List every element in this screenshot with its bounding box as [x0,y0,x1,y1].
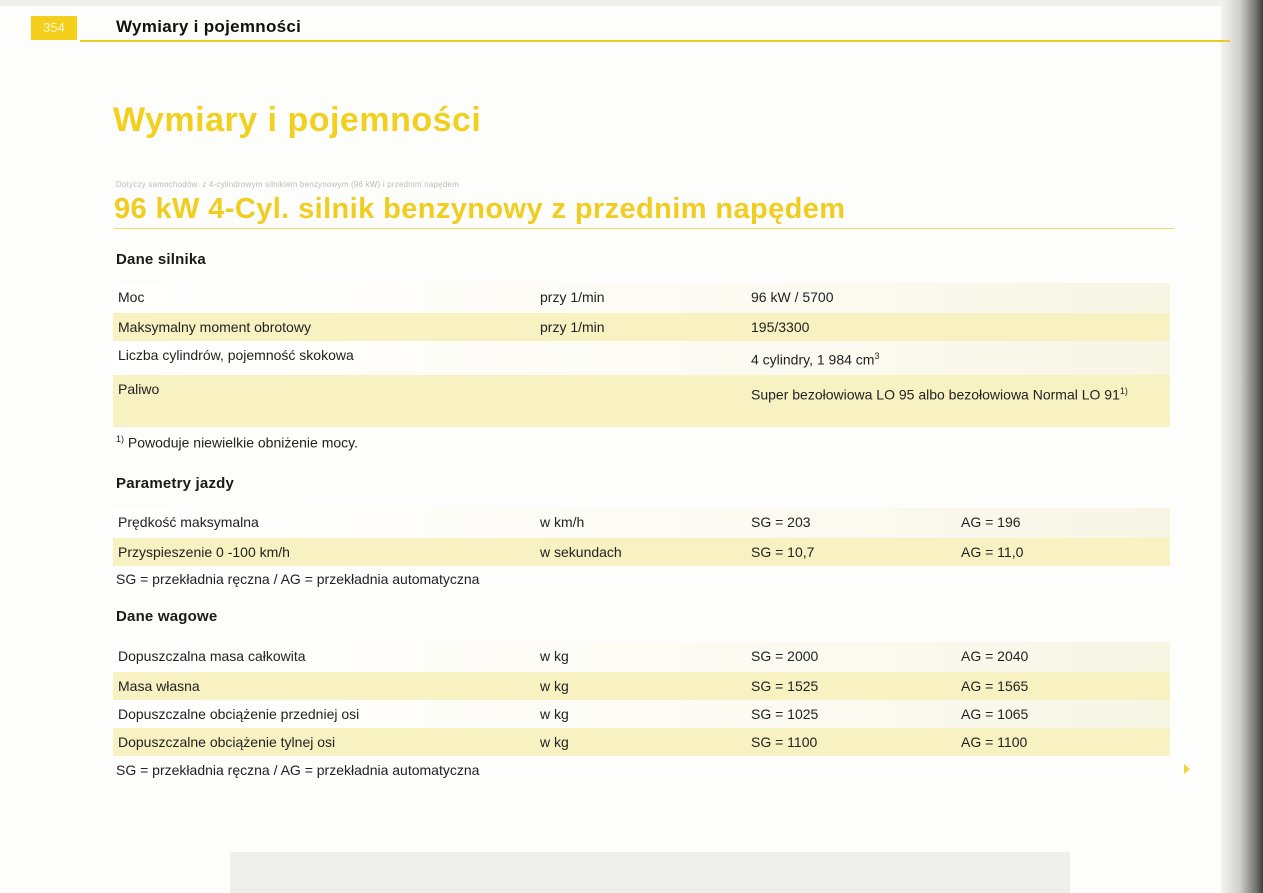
row-ag-value: AG = 196 [961,514,1021,530]
row-sg-value: SG = 1025 [751,706,819,722]
row-sg-value: SG = 1525 [751,678,819,694]
transmission-legend: SG = przekładnia ręczna / AG = przekładnia automatyczna [116,762,480,778]
row-unit: w kg [540,734,569,750]
row-value: Super bezołowiowa LO 95 albo bezołowiowa Normal LO 91$^{1)}$ [751,386,1128,403]
section-title-driving: Parametry jazdy [116,475,235,492]
row-label: Przyspieszenie 0 -100 km/h [118,544,290,560]
table-row [113,538,1170,566]
top-edge [0,0,1230,6]
row-unit: przy 1/min [540,319,605,335]
bottom-navigation-strip [230,852,1070,893]
row-value: 195/3300 [751,319,810,335]
page-title: Wymiary i pojemności [113,101,482,139]
row-label: Masa własna [118,678,200,694]
row-value: 96 kW / 5700 [751,289,834,305]
table-row [113,283,1170,313]
variant-divider [114,228,1174,229]
table-row [113,700,1170,728]
row-unit: w sekundach [540,544,622,560]
row-label: Liczba cylindrów, pojemność skokowa [118,347,354,363]
row-sg-value: SG = 1100 [751,734,818,750]
row-ag-value: AG = 2040 [961,648,1029,664]
book-spine-shadow [1221,0,1263,893]
row-unit: w kg [540,706,569,722]
row-ag-value: AG = 11,0 [961,544,1024,560]
row-sg-value: SG = 10,7 [751,544,815,560]
table-row [113,508,1170,538]
row-label: Dopuszczalne obciążenie przedniej osi [118,706,360,722]
row-label: Prędkość maksymalna [118,514,259,530]
transmission-legend: SG = przekładnia ręczna / AG = przekładnia automatyczna [116,571,480,587]
table-row [113,642,1170,672]
row-label: Moc [118,289,145,305]
table-row [113,313,1170,341]
header-divider [80,40,1230,42]
row-label: Maksymalny moment obrotowy [118,319,311,335]
table-row [113,672,1170,700]
row-value: 4 cylindry, 1 984 $cm^3$ [751,351,880,368]
table-row [113,375,1170,427]
row-unit: w kg [540,648,569,664]
continue-arrow-icon [1184,764,1190,774]
row-sg-value: SG = 203 [751,514,811,530]
row-label: Dopuszczalne obciążenie tylnej osi [118,734,336,750]
row-sg-value: SG = 2000 [751,648,819,664]
applicability-note: Dotyczy samochodów: z 4-cylindrowym silnikiem benzynowym (96 kW) i przednim napędem [116,180,459,189]
row-ag-value: AG = 1565 [961,678,1029,694]
footnote: $^{1)}$ Powoduje niewielkie obniżenie mocy. [116,434,358,451]
section-title-engine: Dane silnika [116,251,206,268]
table-row [113,341,1170,375]
section-title-weight: Dane wagowe [116,608,218,625]
row-unit: przy 1/min [540,289,605,305]
table-row [113,728,1170,756]
row-label: Dopuszczalna masa całkowita [118,648,306,664]
running-header: Wymiary i pojemności [116,17,302,36]
row-label: Paliwo [118,381,160,397]
row-unit: w km/h [540,514,585,530]
row-ag-value: AG = 1065 [961,706,1029,722]
variant-title: 96 kW 4-Cyl. silnik benzynowy z przednim napędem [114,193,846,225]
row-unit: w kg [540,678,569,694]
page-number-badge: 354 [31,16,77,40]
row-ag-value: AG = 1100 [961,734,1028,750]
